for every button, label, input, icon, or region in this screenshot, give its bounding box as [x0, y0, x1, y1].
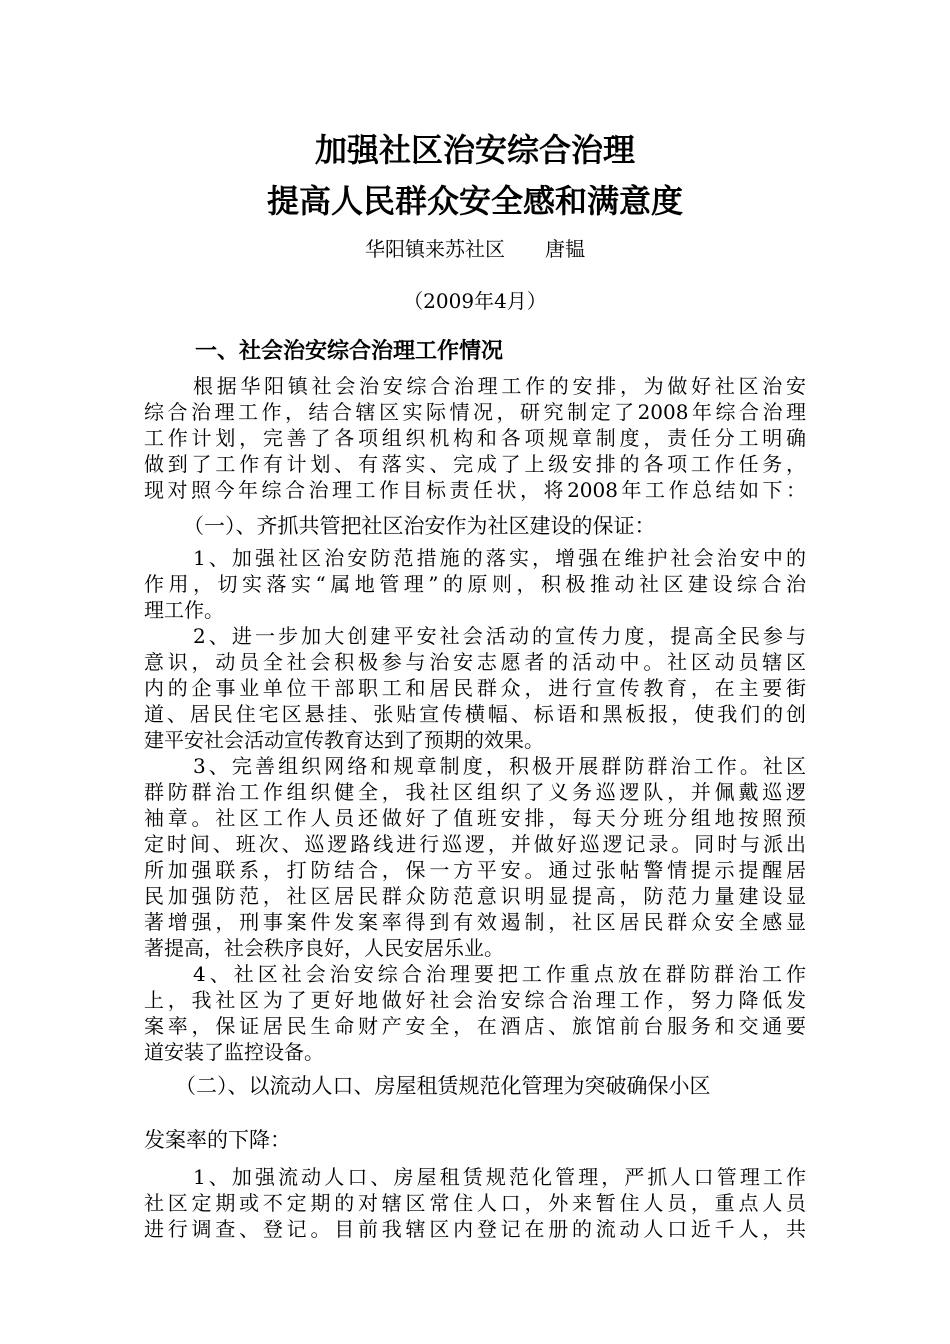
- document-date: （2009年4月）: [403, 289, 547, 313]
- paragraph-line: 所加强联系，打防结合，保一方平安。通过张帖警情提示提醒居: [144, 858, 806, 882]
- paragraph-line: 内的企事业单位干部职工和居民群众，进行宣传教育，在主要街: [144, 676, 806, 700]
- paragraph-line: 根据华阳镇社会治安综合治理工作的安排，为做好社区治安: [193, 374, 806, 398]
- paragraph-line: 4、社区社会治安综合治理要把工作重点放在群防群治工作: [193, 962, 806, 986]
- paragraph-line: 道、居民住宅区悬挂、张贴宣传横幅、标语和黑板报，使我们的创: [144, 702, 806, 726]
- paragraph-line: 作用，切实落实“属地管理”的原则，积极推动社区建设综合治: [144, 572, 806, 596]
- paragraph-line: 著提高，社会秩序良好，人民安居乐业。: [144, 936, 504, 960]
- paragraph-line: 社区定期或不定期的对辖区常住人口，外来暂住人员，重点人员: [144, 1191, 806, 1215]
- paragraph-line: 上，我社区为了更好地做好社会治安综合治理工作，努力降低发: [144, 988, 806, 1012]
- paragraph-line: 进行调查、登记。目前我辖区内登记在册的流动人口近千人，共: [144, 1217, 806, 1241]
- section-heading-1: 一、社会治安综合治理工作情况: [195, 339, 504, 364]
- paragraph-line: 道安装了监控设备。: [144, 1040, 324, 1064]
- subsection-heading-1: （一）、齐抓共管把社区治安作为社区建设的保证：: [183, 514, 656, 538]
- paragraph-line: 著增强，刑事案件发案率得到有效遏制，社区居民群众安全感显: [144, 910, 806, 934]
- paragraph-line: 1、加强社区治安防范措施的落实，增强在维护社会治安中的: [193, 546, 806, 570]
- paragraph-line: 2、进一步加大创建平安社会活动的宣传力度，提高全民参与: [193, 624, 806, 648]
- paragraph-line: 案率，保证居民生命财产安全，在酒店、旅馆前台服务和交通要: [144, 1014, 806, 1038]
- paragraph-line: 做到了工作有计划、有落实、完成了上级安排的各项工作任务，: [144, 452, 806, 476]
- paragraph-line: 定时间、班次、巡逻路线进行巡逻，并做好巡逻记录。同时与派出: [144, 832, 806, 856]
- document-title-line-1: 加强社区治安综合治理: [314, 131, 635, 169]
- paragraph-line: 现对照今年综合治理工作目标责任状，将2008年工作总结如下：: [144, 478, 806, 502]
- author-line: [0, 235, 950, 263]
- subsection-heading-2-continued: 发案率的下降：: [144, 1128, 291, 1152]
- paragraph-line: 理工作。: [144, 598, 224, 622]
- paragraph-line: 3、完善组织网络和规章制度，积极开展群防群治工作。社区: [193, 754, 806, 778]
- document-title-line-2: 提高人民群众安全感和满意度: [266, 182, 683, 220]
- paragraph-line: 1、加强流动人口、房屋租赁规范化管理，严抓人口管理工作: [193, 1165, 806, 1189]
- paragraph-line: 工作计划，完善了各项组织机构和各项规章制度，责任分工明确: [144, 426, 806, 450]
- paragraph-line: 袖章。社区工作人员还做好了值班安排，每天分班分组地按照预: [144, 806, 806, 830]
- paragraph-line: 民加强防范，社区居民群众防范意识明显提高，防范力量建设显: [144, 884, 806, 908]
- paragraph-line: 综合治理工作，结合辖区实际情况，研究制定了2008年综合治理: [144, 400, 806, 424]
- author-organization: 华阳镇来苏社区: [365, 237, 505, 261]
- paragraph-line: 建平安社会活动宣传教育达到了预期的效果。: [144, 728, 544, 752]
- author-name: 唐韫: [545, 237, 585, 261]
- subsection-heading-2: （二）、以流动人口、房屋租赁规范化管理为突破确保小区: [175, 1074, 711, 1098]
- paragraph-line: 群防群治工作组织健全，我社区组织了义务巡逻队，并佩戴巡逻: [144, 780, 806, 804]
- paragraph-line: 意识，动员全社会积极参与治安志愿者的活动中。社区动员辖区: [144, 650, 806, 674]
